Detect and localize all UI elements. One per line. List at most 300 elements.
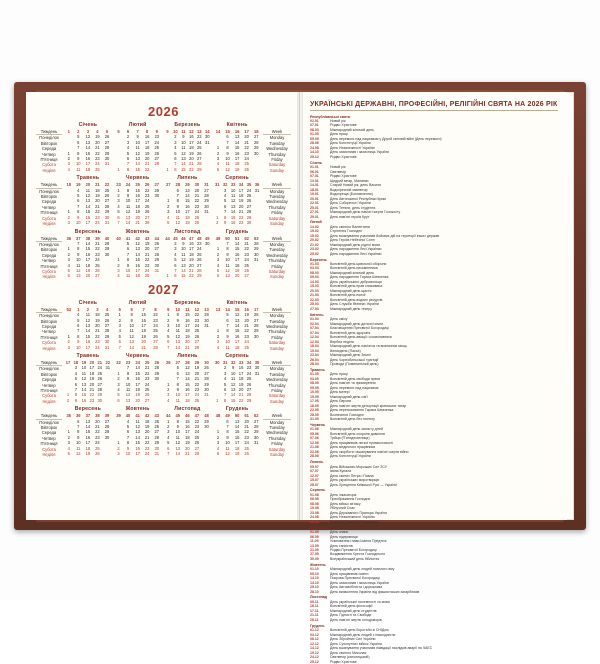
calendar-day-cell[interactable]: 16 [85, 214, 91, 220]
calendar-day-cell[interactable]: 6 [174, 156, 177, 162]
calendar-day-cell[interactable]: 26 [246, 381, 252, 387]
calendar-day-cell[interactable]: 3 [117, 381, 120, 387]
calendar-day-cell[interactable]: 12 [85, 317, 91, 323]
calendar-day-cell[interactable]: 23 [154, 134, 159, 140]
calendar-day-cell[interactable]: 25 [95, 262, 100, 268]
calendar-day-cell[interactable]: 10 [76, 220, 81, 226]
calendar-day-cell[interactable]: 4 [67, 166, 70, 172]
calendar-day-cell[interactable]: 5 [216, 451, 220, 457]
calendar-day-cell[interactable]: 13 [81, 381, 87, 387]
calendar-day-cell[interactable]: 19 [95, 193, 100, 199]
calendar-day-cell[interactable]: 27 [197, 156, 202, 162]
calendar-day-cell[interactable]: 29 [197, 273, 202, 279]
calendar-day-cell[interactable]: 30 [253, 251, 259, 257]
calendar-day-cell[interactable]: 26 [204, 365, 209, 371]
calendar-day-cell[interactable]: 13 [181, 156, 186, 162]
calendar-day-cell[interactable]: 19 [185, 440, 190, 446]
calendar-day-cell[interactable]: 29 [154, 187, 159, 193]
calendar-day-cell[interactable]: 13 [181, 262, 186, 268]
calendar-day-cell[interactable]: 7 [224, 209, 227, 215]
calendar-day-cell[interactable]: 9 [136, 134, 139, 140]
calendar-day-cell[interactable]: 15 [141, 312, 146, 318]
calendar-day-cell[interactable] [251, 273, 261, 278]
calendar-day-cell[interactable]: 14 [181, 267, 186, 273]
calendar-day-cell[interactable]: 17 [85, 220, 91, 226]
calendar-day-cell[interactable]: 8 [224, 214, 227, 220]
calendar-day-cell[interactable]: 12 [175, 333, 181, 339]
calendar-day-cell[interactable]: 21 [189, 267, 194, 273]
calendar-day-cell[interactable]: 24 [95, 257, 100, 263]
calendar-day-cell[interactable]: 22 [244, 429, 249, 435]
calendar-day-cell[interactable]: 6 [117, 214, 120, 220]
calendar-day-cell[interactable]: 15 [85, 150, 91, 156]
calendar-day-cell[interactable]: 4 [216, 344, 220, 350]
calendar-day-cell[interactable]: 3 [216, 339, 220, 345]
calendar-day-cell[interactable]: 20 [95, 198, 100, 204]
calendar-day-cell[interactable]: 28 [253, 322, 259, 328]
calendar-day-cell[interactable]: 22 [194, 312, 200, 318]
calendar-day-cell[interactable]: 27 [194, 445, 200, 451]
calendar-day-cell[interactable]: 24 [244, 257, 249, 263]
calendar-day-cell[interactable]: 27 [104, 322, 110, 328]
calendar-month[interactable] [164, 229, 212, 280]
calendar-day-cell[interactable]: 4 [224, 193, 227, 199]
calendar-day-cell[interactable]: 30 [154, 445, 159, 451]
calendar-day-cell[interactable]: 23 [194, 317, 200, 323]
calendar-day-cell[interactable]: 26 [244, 166, 249, 172]
calendar-day-cell[interactable]: 27 [154, 156, 159, 162]
calendar-month[interactable] [213, 300, 261, 351]
calendar-day-cell[interactable]: 29 [104, 333, 110, 339]
calendar-day-cell[interactable]: 20 [185, 339, 190, 345]
calendar-day-cell[interactable]: 9 [126, 376, 130, 382]
calendar-day-cell[interactable]: 3 [74, 365, 78, 371]
calendar-day-cell[interactable]: 27 [154, 429, 159, 435]
calendar-day-cell[interactable]: 1 [166, 166, 169, 172]
calendar-day-cell[interactable] [251, 451, 261, 456]
calendar-day-cell[interactable]: 30 [104, 434, 110, 440]
calendar-day-cell[interactable]: 3 [117, 267, 120, 273]
calendar-day-cell[interactable]: 29 [154, 440, 159, 446]
calendar-day-cell[interactable]: 10 [135, 139, 140, 145]
calendar-day-cell[interactable]: 23 [153, 317, 158, 323]
calendar-month[interactable] [64, 353, 112, 404]
calendar-day-cell[interactable]: 6 [126, 156, 130, 162]
calendar-day-cell[interactable]: 21 [95, 240, 100, 246]
calendar-day-cell[interactable]: 23 [194, 387, 200, 393]
calendar-day-cell[interactable]: 6 [176, 187, 179, 193]
calendar-day-cell[interactable]: 20 [144, 429, 150, 435]
calendar-day-cell[interactable]: 20 [135, 397, 140, 403]
calendar-day-cell[interactable]: 3 [174, 139, 177, 145]
calendar-day-cell[interactable]: 5 [167, 333, 170, 339]
calendar-day-cell[interactable]: 23 [144, 445, 150, 451]
calendar-day-cell[interactable]: 27 [104, 139, 110, 145]
calendar-day-cell[interactable]: 25 [197, 145, 202, 151]
calendar-day-cell[interactable]: 12 [76, 267, 81, 273]
calendar-day-cell[interactable]: 20 [244, 317, 249, 323]
calendar-day-cell[interactable]: 18 [185, 214, 190, 220]
calendar-day-cell[interactable]: 29 [197, 166, 202, 172]
calendar-day-cell[interactable]: 29 [97, 392, 103, 398]
calendar-day-cell[interactable] [202, 345, 212, 350]
calendar-day-cell[interactable]: 25 [154, 145, 159, 151]
calendar-day-cell[interactable]: 26 [154, 424, 159, 430]
calendar-day-cell[interactable]: 16 [81, 397, 87, 403]
calendar-day-cell[interactable]: 4 [167, 397, 170, 403]
calendar-day-cell[interactable]: 8 [224, 397, 227, 403]
calendar-day-cell[interactable]: 28 [253, 139, 259, 145]
calendar-day-cell[interactable]: 6 [167, 339, 170, 345]
calendar-day-cell[interactable]: 19 [95, 317, 100, 323]
calendar-day-cell[interactable]: 23 [244, 434, 249, 440]
calendar-day-cell[interactable]: 19 [234, 166, 240, 172]
calendar-day-cell[interactable]: 10 [225, 440, 230, 446]
calendar-day-cell[interactable]: 20 [95, 139, 100, 145]
calendar-day-cell[interactable] [253, 220, 261, 225]
calendar-day-cell[interactable]: 13 [175, 445, 181, 451]
calendar-day-cell[interactable]: 9 [224, 220, 227, 226]
calendar-day-cell[interactable]: 11 [135, 145, 140, 151]
calendar-day-cell[interactable] [203, 167, 211, 172]
calendar-day-cell[interactable]: 9 [77, 156, 80, 162]
calendar-day-cell[interactable]: 7 [77, 424, 80, 430]
calendar-day-cell[interactable]: 18 [234, 344, 240, 350]
calendar-day-cell[interactable]: 7 [226, 139, 229, 145]
calendar-day-cell[interactable]: 6 [174, 262, 177, 268]
calendar-day-cell[interactable]: 11 [175, 434, 180, 440]
calendar-day-cell[interactable]: 11 [225, 262, 230, 268]
calendar-day-cell[interactable]: 23 [95, 214, 100, 220]
calendar-day-cell[interactable]: 26 [104, 317, 110, 323]
calendar-day-cell[interactable]: 21 [185, 451, 190, 457]
calendar-day-cell[interactable]: 16 [141, 317, 146, 323]
calendar-day-cell[interactable]: 25 [144, 387, 150, 393]
calendar-day-cell[interactable]: 9 [182, 134, 185, 140]
calendar-day-cell[interactable]: 20 [85, 273, 91, 279]
calendar-day-cell[interactable]: 9 [226, 150, 229, 156]
calendar-day-cell[interactable]: 13 [135, 246, 140, 252]
calendar-day-cell[interactable]: 22 [144, 187, 150, 193]
calendar-day-cell[interactable]: 12 [125, 209, 131, 215]
calendar-day-cell[interactable]: 27 [204, 187, 209, 193]
calendar-day-cell[interactable]: 19 [234, 451, 240, 457]
calendar-day-cell[interactable]: 22 [95, 429, 100, 435]
calendar-day-cell[interactable]: 26 [194, 333, 200, 339]
calendar-day-cell[interactable]: 3 [167, 322, 170, 328]
calendar-day-cell[interactable]: 2 [174, 240, 177, 246]
calendar-day-cell[interactable]: 16 [135, 376, 140, 382]
calendar-day-cell[interactable]: 24 [197, 246, 202, 252]
calendar-day-cell[interactable]: 16 [234, 434, 240, 440]
calendar-day-cell[interactable]: 16 [85, 434, 91, 440]
calendar-day-cell[interactable]: 29 [154, 257, 159, 263]
calendar-day-cell[interactable]: 5 [117, 209, 120, 215]
calendar-day-cell[interactable]: 5 [167, 220, 170, 226]
calendar-day-cell[interactable]: 31 [204, 209, 209, 215]
calendar-day-cell[interactable]: 9 [226, 333, 229, 339]
calendar-day-cell[interactable]: 20 [238, 387, 244, 393]
calendar-day-cell[interactable]: 14 [175, 451, 181, 457]
calendar-day-cell[interactable]: 2 [174, 134, 177, 140]
calendar-month[interactable] [164, 300, 212, 351]
calendar-day-cell[interactable]: 14 [129, 344, 134, 350]
calendar-day-cell[interactable]: 23 [144, 193, 150, 199]
calendar-day-cell[interactable]: 2 [216, 150, 220, 156]
calendar-day-cell[interactable]: 7 [226, 424, 229, 430]
calendar-day-cell[interactable]: 31 [105, 365, 111, 371]
calendar-month[interactable] [64, 122, 112, 173]
calendar-day-cell[interactable]: 21 [185, 344, 190, 350]
calendar-day-cell[interactable]: 12 [185, 365, 190, 371]
calendar-day-cell[interactable]: 8 [176, 312, 179, 318]
calendar-day-cell[interactable]: 18 [189, 145, 194, 151]
calendar-day-cell[interactable]: 13 [85, 139, 91, 145]
calendar-day-cell[interactable]: 21 [244, 322, 249, 328]
calendar-day-cell[interactable]: 1 [67, 333, 70, 339]
calendar-day-cell[interactable]: 6 [224, 203, 227, 209]
calendar-day-cell[interactable]: 30 [204, 387, 209, 393]
calendar-day-cell[interactable]: 17 [141, 322, 146, 328]
calendar-day-cell[interactable]: 19 [194, 365, 200, 371]
calendar-day-cell[interactable]: 9 [182, 240, 185, 246]
calendar-day-cell[interactable]: 11 [181, 145, 186, 151]
calendar-day-cell[interactable]: 28 [194, 344, 200, 350]
calendar-month[interactable] [213, 175, 261, 226]
calendar-day-cell[interactable]: 30 [104, 251, 110, 257]
calendar-day-cell[interactable]: 6 [176, 370, 179, 376]
calendar-day-cell[interactable]: 3 [167, 209, 170, 215]
calendar-day-cell[interactable]: 16 [189, 134, 194, 140]
calendar-day-cell[interactable]: 5 [174, 257, 177, 263]
calendar-day-cell[interactable]: 26 [194, 220, 200, 226]
calendar-day-cell[interactable]: 26 [244, 267, 249, 273]
calendar-day-cell[interactable]: 12 [225, 166, 230, 172]
calendar-day-cell[interactable]: 11 [85, 187, 90, 193]
calendar-day-cell[interactable]: 14 [81, 387, 87, 393]
calendar-day-cell[interactable]: 9 [77, 434, 80, 440]
calendar-day-cell[interactable]: 16 [234, 251, 240, 257]
calendar-day-cell[interactable]: 29 [104, 246, 110, 252]
calendar-day-cell[interactable]: 1 [67, 429, 70, 435]
calendar-day-cell[interactable]: 13 [125, 214, 131, 220]
calendar-day-cell[interactable]: 2 [66, 397, 70, 403]
calendar-day-cell[interactable]: 15 [85, 246, 91, 252]
calendar-day-cell[interactable]: 15 [230, 397, 236, 403]
calendar-day-cell[interactable]: 12 [225, 451, 230, 457]
calendar-day-cell[interactable]: 30 [97, 397, 103, 403]
calendar-day-cell[interactable]: 12 [85, 193, 91, 199]
calendar-day-cell[interactable]: 4 [77, 312, 80, 318]
calendar-month[interactable] [213, 229, 261, 280]
calendar-day-cell[interactable]: 27 [104, 418, 110, 424]
calendar-day-cell[interactable]: 31 [104, 161, 110, 167]
calendar-day-cell[interactable]: 23 [89, 397, 95, 403]
calendar-day-cell[interactable]: 3 [224, 187, 227, 193]
calendar-day-cell[interactable]: 14 [185, 376, 190, 382]
calendar-day-cell[interactable]: 29 [253, 145, 259, 151]
calendar-day-cell[interactable]: 18 [141, 328, 146, 334]
calendar-day-cell[interactable]: 25 [104, 187, 110, 193]
calendar-day-cell[interactable]: 7 [226, 322, 229, 328]
calendar-day-cell[interactable]: 18 [238, 193, 244, 199]
calendar-month[interactable] [114, 406, 162, 457]
calendar-month[interactable] [64, 229, 112, 280]
calendar-day-cell[interactable]: 13 [230, 387, 236, 393]
calendar-day-cell[interactable]: 13 [175, 339, 181, 345]
calendar-day-cell[interactable]: 17 [234, 257, 240, 263]
calendar-day-cell[interactable]: 13 [185, 370, 190, 376]
calendar-day-cell[interactable]: 4 [167, 214, 170, 220]
calendar-day-cell[interactable]: 30 [154, 262, 159, 268]
calendar-day-cell[interactable]: 15 [135, 166, 140, 172]
calendar-day-cell[interactable]: 3 [216, 257, 220, 263]
calendar-day-cell[interactable]: 19 [144, 424, 150, 430]
calendar-day-cell[interactable]: 18 [185, 434, 190, 440]
calendar-day-cell[interactable]: 26 [153, 333, 158, 339]
calendar-day-cell[interactable]: 15 [185, 381, 190, 387]
calendar-day-cell[interactable]: 11 [225, 161, 230, 167]
calendar-day-cell[interactable]: 14 [135, 161, 140, 167]
calendar-day-cell[interactable]: 16 [85, 251, 91, 257]
calendar-day-cell[interactable]: 15 [85, 333, 91, 339]
calendar-day-cell[interactable]: 28 [246, 392, 252, 398]
calendar-day-cell[interactable]: 15 [185, 418, 190, 424]
calendar-day-cell[interactable]: 28 [194, 451, 200, 457]
calendar-day-cell[interactable]: 4 [118, 328, 121, 334]
calendar-day-cell[interactable]: 25 [246, 376, 252, 382]
calendar-day-cell[interactable]: 1 [167, 312, 170, 318]
calendar-day-cell[interactable]: 25 [144, 203, 150, 209]
calendar-month[interactable] [213, 122, 261, 173]
calendar-day-cell[interactable]: 10 [225, 339, 230, 345]
calendar-day-cell[interactable]: 29 [246, 397, 252, 403]
calendar-day-cell[interactable]: 10 [175, 392, 181, 398]
calendar-day-cell[interactable]: 23 [197, 240, 202, 246]
calendar-day-cell[interactable]: 24 [95, 161, 100, 167]
calendar-day-cell[interactable]: 17 [238, 370, 244, 376]
calendar-day-cell[interactable]: 14 [125, 220, 131, 226]
calendar-day-cell[interactable]: 22 [95, 209, 100, 215]
calendar-day-cell[interactable]: 4 [126, 418, 130, 424]
calendar-month[interactable] [213, 406, 261, 457]
calendar-day-cell[interactable]: 24 [144, 381, 150, 387]
calendar-day-cell[interactable]: 18 [95, 312, 100, 318]
calendar-day-cell[interactable]: 31 [154, 451, 159, 457]
calendar-day-cell[interactable]: 28 [104, 240, 110, 246]
calendar-day-cell[interactable]: 1 [167, 418, 170, 424]
calendar-day-cell[interactable]: 27 [253, 317, 259, 323]
calendar-day-cell[interactable]: 25 [95, 166, 100, 172]
calendar-day-cell[interactable]: 1 [118, 312, 121, 318]
calendar-day-cell[interactable]: 13 [76, 273, 81, 279]
calendar-day-cell[interactable]: 29 [204, 312, 209, 318]
calendar-day-cell[interactable]: 5 [176, 365, 179, 371]
calendar-day-cell[interactable] [253, 398, 261, 403]
calendar-day-cell[interactable]: 15 [234, 429, 240, 435]
calendar-day-cell[interactable]: 8 [77, 150, 80, 156]
calendar-day-cell[interactable]: 3 [216, 156, 220, 162]
calendar-day-cell[interactable]: 31 [253, 257, 259, 263]
calendar-day-cell[interactable]: 16 [135, 445, 140, 451]
calendar-day-cell[interactable]: 14 [135, 365, 140, 371]
calendar-day-cell[interactable]: 9 [77, 251, 80, 257]
calendar-day-cell[interactable]: 25 [194, 434, 200, 440]
calendar-day-cell[interactable]: 23 [194, 203, 200, 209]
calendar-day-cell[interactable]: 19 [185, 333, 190, 339]
calendar-day-cell[interactable]: 3 [167, 429, 170, 435]
calendar-day-cell[interactable]: 23 [95, 434, 100, 440]
calendar-day-cell[interactable]: 9 [226, 434, 229, 440]
calendar-day-cell[interactable]: 19 [135, 392, 140, 398]
calendar-day-cell[interactable]: 12 [230, 381, 236, 387]
calendar-day-cell[interactable]: 26 [154, 240, 159, 246]
calendar-day-cell[interactable]: 7 [77, 203, 80, 209]
calendar-day-cell[interactable]: 14 [85, 145, 91, 151]
calendar-day-cell[interactable]: 20 [189, 156, 194, 162]
calendar-day-cell[interactable]: 1 [166, 273, 169, 279]
calendar-day-cell[interactable]: 3 [174, 246, 177, 252]
calendar-day-cell[interactable]: 12 [135, 424, 140, 430]
calendar-day-cell[interactable]: 22 [244, 145, 249, 151]
calendar-day-cell[interactable]: 20 [141, 339, 146, 345]
calendar-day-cell[interactable]: 5 [118, 333, 121, 339]
calendar-day-cell[interactable]: 1 [67, 209, 70, 215]
calendar-day-cell[interactable]: 21 [95, 424, 100, 430]
calendar-day-cell[interactable]: 11 [125, 273, 131, 279]
calendar-day-cell[interactable]: 24 [197, 139, 202, 145]
calendar-day-cell[interactable]: 31 [204, 139, 210, 145]
calendar-day-cell[interactable]: 9 [176, 203, 179, 209]
calendar-day-cell[interactable]: 2 [224, 365, 227, 371]
calendar-day-cell[interactable]: 3 [67, 257, 70, 263]
calendar-day-cell[interactable] [203, 273, 211, 278]
calendar-day-cell[interactable]: 8 [130, 312, 133, 318]
calendar-day-cell[interactable]: 27 [144, 397, 150, 403]
calendar-day-cell[interactable]: 25 [104, 312, 110, 318]
calendar-day-cell[interactable]: 7 [176, 376, 179, 382]
calendar-day-cell[interactable]: 2 [216, 333, 220, 339]
calendar-day-cell[interactable]: 10 [81, 365, 87, 371]
calendar-day-cell[interactable]: 10 [125, 451, 131, 457]
calendar-day-cell[interactable]: 21 [238, 209, 244, 215]
calendar-day-cell[interactable]: 3 [117, 198, 120, 204]
calendar-day-cell[interactable]: 27 [144, 214, 150, 220]
calendar-day-cell[interactable]: 21 [244, 240, 249, 246]
calendar-day-cell[interactable]: 21 [144, 251, 150, 257]
calendar-day-cell[interactable]: 29 [253, 328, 259, 334]
calendar-day-cell[interactable]: 24 [194, 429, 200, 435]
calendar-day-cell[interactable]: 13 [234, 418, 240, 424]
calendar-day-cell[interactable]: 25 [97, 370, 103, 376]
calendar-day-cell[interactable]: 19 [238, 198, 244, 204]
calendar-day-cell[interactable]: 8 [176, 418, 179, 424]
calendar-day-cell[interactable]: 17 [185, 322, 190, 328]
calendar-day-cell[interactable]: 4 [74, 370, 78, 376]
calendar-month[interactable] [164, 406, 212, 457]
calendar-day-cell[interactable]: 10 [129, 322, 134, 328]
calendar-day-cell[interactable]: 25 [194, 328, 200, 334]
calendar-month[interactable] [164, 175, 212, 226]
calendar-day-cell[interactable]: 19 [95, 134, 100, 140]
calendar-day-cell[interactable]: 14 [181, 161, 186, 167]
calendar-day-cell[interactable]: 19 [144, 240, 150, 246]
calendar-day-cell[interactable]: 16 [144, 134, 150, 140]
calendar-day-cell[interactable]: 11 [175, 328, 180, 334]
calendar-day-cell[interactable]: 28 [253, 424, 259, 430]
calendar-day-cell[interactable]: 7 [167, 451, 170, 457]
calendar-day-cell[interactable]: 22 [189, 166, 194, 172]
